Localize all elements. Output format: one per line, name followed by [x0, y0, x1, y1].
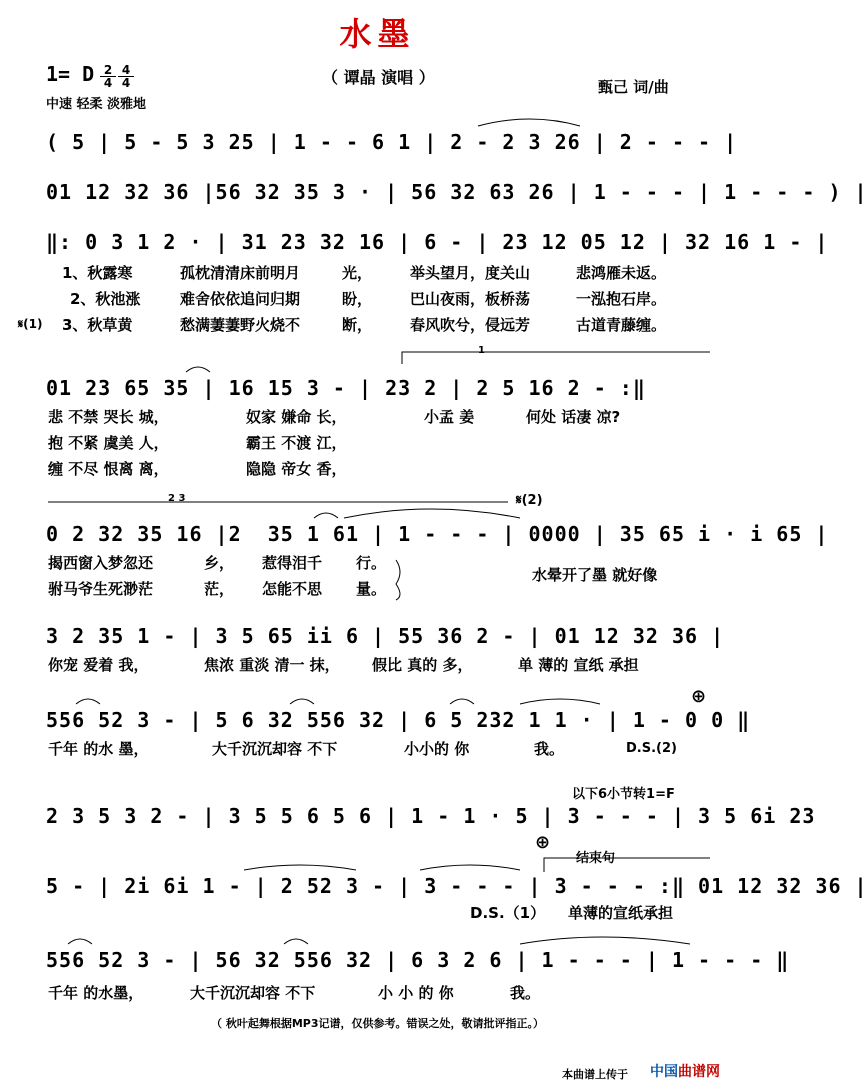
brand-a: 中国: [650, 1064, 678, 1080]
verse-3-a: 3、秋草黄: [62, 316, 133, 334]
lyric-4-1a: 悲 不禁 哭长 城，: [48, 408, 169, 426]
ds-2-mark: D.S.(2): [626, 741, 677, 756]
coda-label: 结束句: [576, 851, 616, 866]
lyric-4-1b: 奴家 嫌命 长，: [246, 408, 347, 426]
staff-line-3: ‖: 0 3 1 2 · | 31 23 32 16 | 6 - | 23 12 05 12 | 32 16 1 - |: [46, 230, 829, 254]
staff-line-9: 5 - | 2i 6i 1 - | 2 52 3 - | 3 - - - | 3 - - - :‖ 01 12 32 36 |: [46, 874, 868, 898]
staff-line-8: 2 3 5 3 2 - | 3 5 5 6 5 6 | 1 - 1 · 5 | 3 - - - | 3 5 6i 23: [46, 804, 816, 828]
staff-line-2: 01 12 32 36 |56 32 35 3 · | 56 32 63 26 | 1 - - - | 1 - - - ) |: [46, 180, 868, 204]
lyric-7-a: 千年 的水 墨，: [48, 740, 149, 758]
staff-line-4: 01 23 65 35 | 16 15 3 - | 23 2 | 2 5 16 2 - :‖: [46, 376, 646, 400]
key-signature: 1= D: [46, 62, 95, 86]
lyric-5-2c: 怎能不思: [262, 580, 323, 598]
tie-arc: [478, 119, 580, 126]
verse-1-c: 光，: [342, 264, 373, 282]
coda-icon: ⊕: [691, 686, 707, 707]
staff-line-5: 0 2 32 35 16 |2 35 1 61 | 1 - - - | 0000 | 35 65 i · i 65 |: [46, 522, 829, 546]
lyric-6-d: 单 薄的 宣纸 承担: [518, 656, 639, 674]
lyric-10-a: 千年 的水墨，: [48, 984, 144, 1002]
lyric-5-right: 水晕开了墨 就好像: [532, 566, 658, 584]
lyric-6-b: 焦浓 重淡 清一 抹，: [204, 656, 340, 674]
lyric-4-3a: 缠 不尽 恨离 离，: [48, 460, 169, 478]
volta-23-label: 2 3: [168, 493, 186, 504]
segno-1-mark: 𝄋(1): [18, 317, 43, 331]
tie-arc: [314, 513, 338, 518]
verse-3-c: 断，: [342, 316, 373, 334]
lyric-5-1d: 行。: [356, 554, 387, 572]
volta-1-label: 1: [478, 345, 485, 356]
verse-3-e: 古道青藤缠。: [576, 316, 667, 334]
lyric-brace: [396, 560, 400, 600]
verse-1-d: 举头望月，度关山: [410, 264, 531, 282]
tie-arc: [420, 865, 520, 870]
verse-1-e: 悲鸿雁未返。: [576, 264, 667, 282]
lyric-4-3b: 隐隐 帝女 香，: [246, 460, 347, 478]
verse-2-e: 一泓抱石岸。: [576, 290, 667, 308]
segno-2-mark: 𝄋(2): [516, 493, 543, 508]
lyric-9-right: 单薄的宣纸承担: [568, 904, 674, 922]
lyric-5-1b: 乡，: [204, 554, 235, 572]
song-title: 水墨: [339, 15, 416, 53]
staff-line-7: 556 52 3 - | 5 6 32 556 32 | 6 5 232 1 1 · | 1 - 0 0 ‖: [46, 708, 751, 732]
lyric-6-c: 假比 真的 多，: [372, 656, 473, 674]
lyric-4-1c: 小孟 姜: [424, 408, 475, 426]
lyric-4-2b: 霸王 不渡 江，: [246, 434, 347, 452]
verse-2-b: 难舍依依追问归期: [180, 290, 301, 308]
tie-arc: [186, 367, 210, 372]
brand-b: 曲谱网: [678, 1064, 720, 1080]
verse-3-d: 春风吹兮，侵远芳: [410, 316, 531, 334]
verse-3-b: 愁满萋萋野火烧不: [180, 316, 301, 334]
tie-arc: [244, 865, 356, 870]
lyric-5-2d: 量。: [356, 580, 387, 598]
verse-2-d: 巴山夜雨，板桥荡: [410, 290, 531, 308]
singer-credit: （ 谭晶 演唱 ）: [322, 68, 435, 87]
lyric-4-2a: 抱 不紧 虞美 人，: [48, 434, 169, 452]
staff-line-1: ( 5 | 5 - 5 3 25 | 1 - - 6 1 | 2 - 2 3 26 | 2 - - - |: [46, 130, 738, 154]
coda-icon-2: ⊕: [535, 832, 551, 853]
upload-text: 本曲谱上传于: [562, 1068, 628, 1081]
lyric-10-d: 我。: [510, 984, 541, 1002]
verse-2-c: 盼，: [342, 290, 373, 308]
lyric-7-b: 大千沉沉却容 不下: [212, 740, 338, 758]
volta-1-bracket: [402, 352, 710, 364]
tie-arc: [344, 509, 520, 518]
footer-note: （ 秋叶起舞根据MP3记谱，仅供参考。错误之处，敬请批评指正。）: [211, 1017, 544, 1030]
verse-1-a: 1、秋露寒: [62, 264, 133, 282]
lyric-7-d: 我。: [534, 740, 565, 758]
lyric-4-1d: 何处 话凄 凉?: [526, 408, 621, 426]
site-logo[interactable]: [650, 1065, 720, 1079]
time-signature-4-4: $\frac{4}{4}$: [118, 64, 134, 89]
staff-line-6: 3 2 35 1 - | 3 5 65 ii 6 | 55 36 2 - | 01 12 32 36 |: [46, 624, 725, 648]
lyric-10-c: 小 小 的 你: [378, 984, 454, 1002]
verse-2-a: 2、秋池涨: [70, 290, 141, 308]
lyric-5-2b: 茫，: [204, 580, 235, 598]
tie-arc: [450, 699, 474, 704]
lyric-10-b: 大千沉沉却容 不下: [190, 984, 316, 1002]
tie-arc: [68, 939, 92, 944]
tie-arc: [290, 699, 314, 704]
tie-arc: [520, 699, 600, 704]
time-signature-2-4: $\frac{2}{4}$: [100, 64, 116, 89]
tie-arc: [284, 939, 308, 944]
lyric-7-c: 小小的 你: [404, 740, 470, 758]
verse-1-b: 孤枕清清床前明月: [180, 264, 301, 282]
tie-arc: [76, 699, 100, 704]
staff-line-10: 556 52 3 - | 56 32 556 32 | 6 3 2 6 | 1 - - - | 1 - - - ‖: [46, 948, 790, 972]
lyric-6-a: 你宠 爱着 我，: [48, 656, 149, 674]
modulation-note: 以下6小节转1=F: [572, 787, 675, 802]
lyric-5-2a: 驸马爷生死渺茫: [48, 580, 154, 598]
lyric-5-1c: 惹得泪千: [262, 554, 323, 572]
tempo-marking: 中速 轻柔 淡雅地: [46, 97, 147, 112]
author-credit: 甄己 词/曲: [598, 78, 669, 96]
tie-arc: [520, 937, 690, 944]
coda-bracket: [544, 858, 710, 872]
ds-1-mark: D.S.（1）: [470, 904, 546, 922]
lyric-5-1a: 揭西窗入梦忽还: [48, 554, 154, 572]
